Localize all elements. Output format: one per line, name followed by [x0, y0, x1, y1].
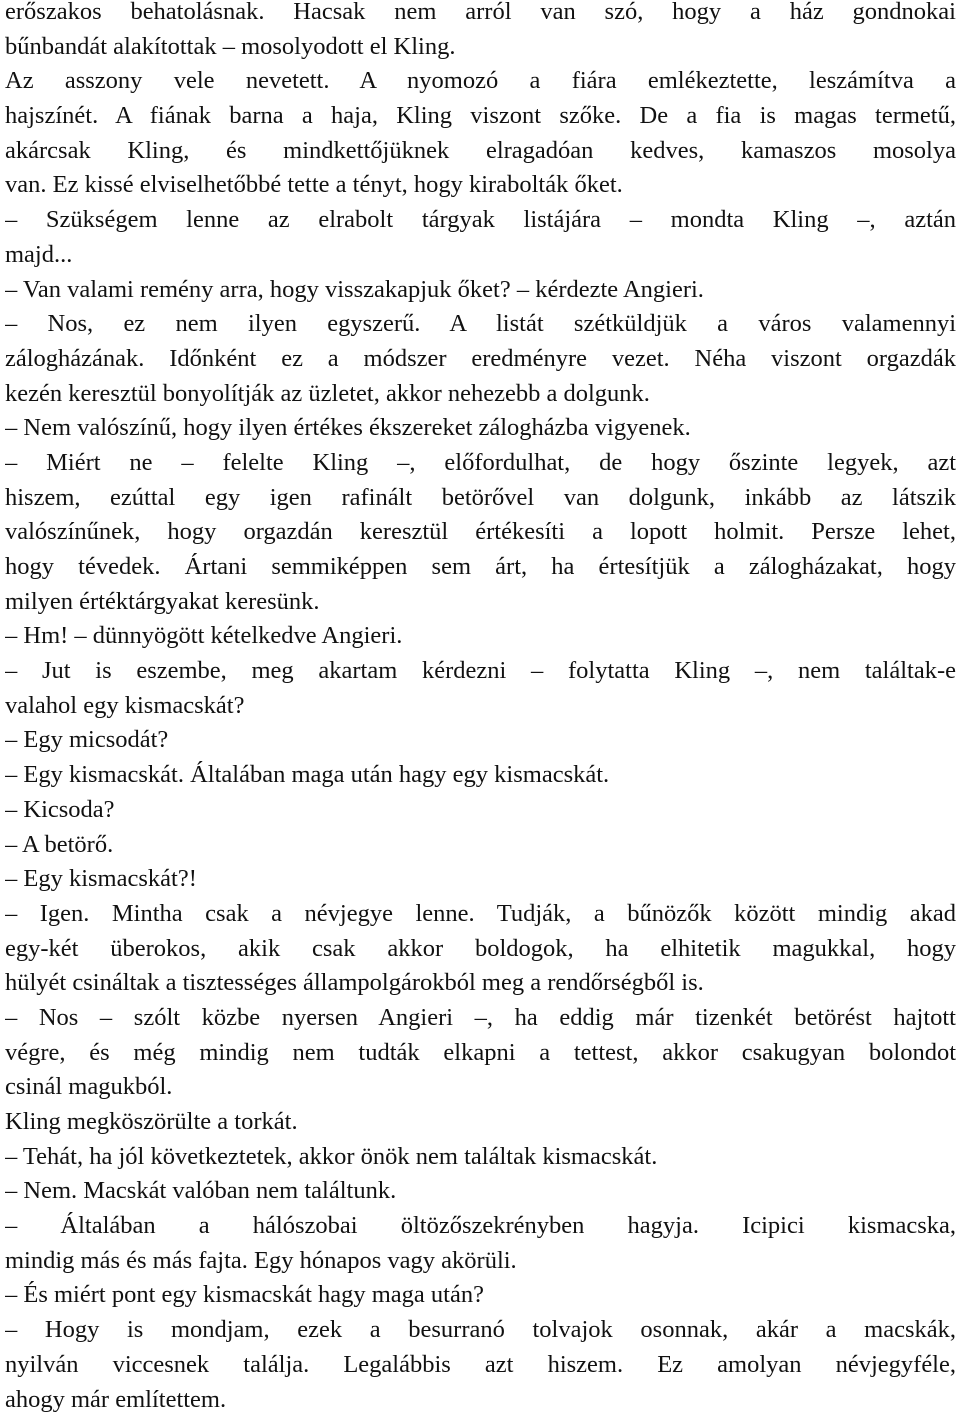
text-line: – És miért pont egy kismacskát hagy maga után? [5, 1281, 484, 1309]
text-line: végre, és még mindig nem tudták elkapni a tettest, akkor csakugyan bolondot [5, 1038, 956, 1066]
text-line: valószínűnek, hogy orgazdán keresztül értékesíti a lopott holmit. Persze lehet, [5, 518, 956, 546]
text-line: – Hogy is mondjam, ezek a besurranó tolvajok osonnak, akár a macskák, [5, 1316, 956, 1344]
text-line: – Nos, ez nem ilyen egyszerű. A listát szétküldjük a város valamennyi [5, 310, 956, 338]
text-line: – A betörő. [5, 830, 114, 858]
text-line: – Egy kismacskát. Általában maga után hagy egy kismacskát. [5, 761, 610, 789]
text-line: – Egy kismacskát?! [5, 865, 197, 893]
text-line: – Szükségem lenne az elrabolt tárgyak listájára – mondta Kling –, aztán [5, 206, 956, 234]
text-line: hogy tévedek. Ártani semmiképpen sem árt, ha értesítjük a zálogházakat, hogy [5, 553, 956, 580]
text-line: – Jut is eszembe, meg akartam kérdezni – folytatta Kling –, nem találtak-e [5, 657, 956, 685]
text-line: bűnbandát alakítottak – mosolyodott el Kling. [5, 32, 456, 60]
text-line: hiszem, ezúttal egy igen rafinált betörővel van dolgunk, inkább az látszik [5, 483, 956, 511]
text-line: zálogházának. Időnként ez a módszer eredményre vezet. Néha viszont orgazdák [5, 344, 956, 372]
text-line: kezén keresztül bonyolítják az üzletet, akkor nehezebb a dolgunk. [5, 379, 650, 407]
text-line: – Nem. Macskát valóban nem találtunk. [5, 1177, 397, 1205]
text-line: milyen értéktárgyakat keresünk. [5, 587, 320, 615]
text-line: – Általában a hálószobai öltözőszekrényben hagyja. Icipici kismacska, [5, 1212, 956, 1240]
text-line: – Hm! – dünnyögött kételkedve Angieri. [5, 622, 403, 650]
text-line: – Nem valószínű, hogy ilyen értékes ékszereket zálogházba vigyenek. [5, 414, 691, 442]
text-line: – Igen. Mintha csak a névjegye lenne. Tudják, a bűnözők között mindig akad [5, 899, 956, 927]
text-line: – Van valami remény arra, hogy visszakapjuk őket? – kérdezte Angieri. [5, 275, 704, 303]
text-line: ahogy már említettem. [5, 1385, 227, 1413]
text-line: mindig más és más fajta. Egy hónapos vagy akörüli. [5, 1246, 517, 1274]
text-line: valahol egy kismacskát? [5, 691, 245, 719]
text-line: – Miért ne – felelte Kling –, előfordulhat, de hogy őszinte legyek, azt [5, 448, 956, 476]
text-line: – Kicsoda? [5, 795, 115, 823]
text-line: akárcsak Kling, és mindkettőjüknek elragadóan kedves, kamaszos mosolya [5, 136, 956, 164]
text-line: Kling megköszörülte a torkát. [5, 1108, 298, 1135]
text-line: csinál magukból. [5, 1073, 173, 1101]
text-line: nyilván viccesnek találja. Legalábbis azt hiszem. Ez amolyan névjegyféle, [5, 1350, 956, 1378]
text-line: erőszakos behatolásnak. Hacsak nem arról van szó, hogy a ház gondnokai [5, 0, 956, 25]
text-line: Az asszony vele nevetett. A nyomozó a fiára emlékeztette, leszámítva a [5, 67, 956, 95]
text-line: van. Ez kissé elviselhetőbbé tette a tényt, hogy kirabolták őket. [5, 171, 623, 199]
document-text [5, 0, 956, 1417]
text-line: – Tehát, ha jól következtetek, akkor önök nem találtak kismacskát. [5, 1142, 658, 1170]
text-line: hajszínét. A fiának barna a haja, Kling viszont szőke. De a fia is magas termetű, [5, 102, 956, 130]
text-line: – Nos – szólt közbe nyersen Angieri –, ha eddig már tizenkét betörést hajtott [5, 1003, 956, 1031]
text-line: hülyét csináltak a tisztességes állampolgárokból meg a rendőrségből is. [5, 969, 704, 997]
text-line: majd... [5, 240, 73, 268]
text-line: egy-két überokos, akik csak akkor boldogok, ha elhitetik magukkal, hogy [5, 934, 956, 962]
text-line: – Egy micsodát? [5, 726, 169, 754]
